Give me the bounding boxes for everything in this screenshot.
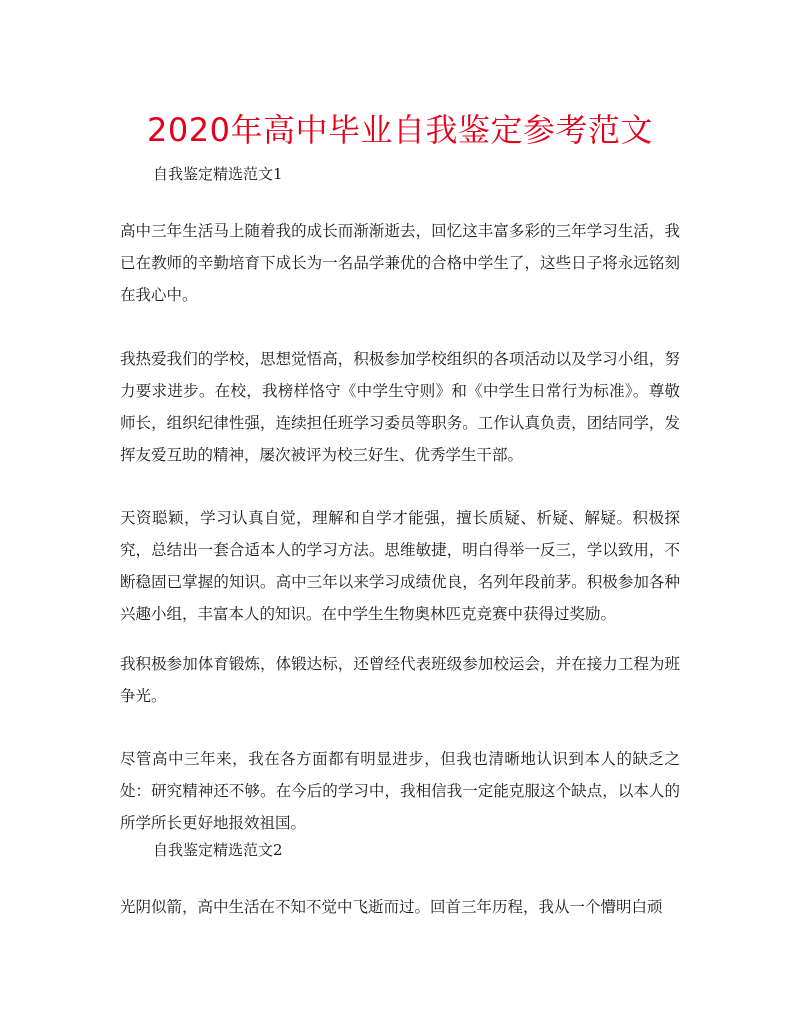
paragraph: 尽管高中三年来，我在各方面都有明显进步，但我也清晰地认识到本人的缺乏之处：研究精神还不够。在今后的学习中，我相信我一定能克服这个缺点，以本人的所学所长更好地报效祖国。 [120, 750, 680, 832]
paragraph: 光阴似箭，高中生活在不知不觉中飞逝而过。回首三年历程，我从一个懵明白顽 [120, 898, 663, 916]
section-heading-1: 自我鉴定精选范文1 [153, 165, 283, 183]
paragraph: 天资聪颖，学习认真自觉，理解和自学才能强，擅长质疑、析疑、解疑。积极探究，总结出一套合适本人的学习方法。思维敏捷，明白得举一反三，学以致用，不断稳固已掌握的知识。高中三年以来学习成绩优良，名列年段前茅。积极参加各种兴趣小组，丰富本人的知识。在中学生生物奥林匹克竞赛中获得过奖励。 [120, 509, 680, 623]
section-heading-2: 自我鉴定精选范文2 [153, 841, 283, 859]
paragraph: 我积极参加体育锻炼，体锻达标，还曾经代表班级参加校运会，并在接力工程为班争光。 [120, 655, 680, 705]
paragraph: 我热爱我们的学校，思想觉悟高，积极参加学校组织的各项活动以及学习小组，努力要求进步。在校，我榜样恪守《中学生守则》和《中学生日常行为标准》。尊敬师长，组织纪律性强，连续担任班学习委员等职务。工作认真负责，团结同学，发挥友爱互助的精神，屡次被评为校三好生、优秀学生干部。 [120, 350, 680, 464]
paragraph: 高中三年生活马上随着我的成长而渐渐逝去，回忆这丰富多彩的三年学习生活，我已在教师的辛勤培育下成长为一名品学兼优的合格中学生了，这些日子将永远铭刻在我心中。 [120, 222, 680, 304]
document-title: 2020年高中毕业自我鉴定参考范文 [147, 111, 653, 149]
